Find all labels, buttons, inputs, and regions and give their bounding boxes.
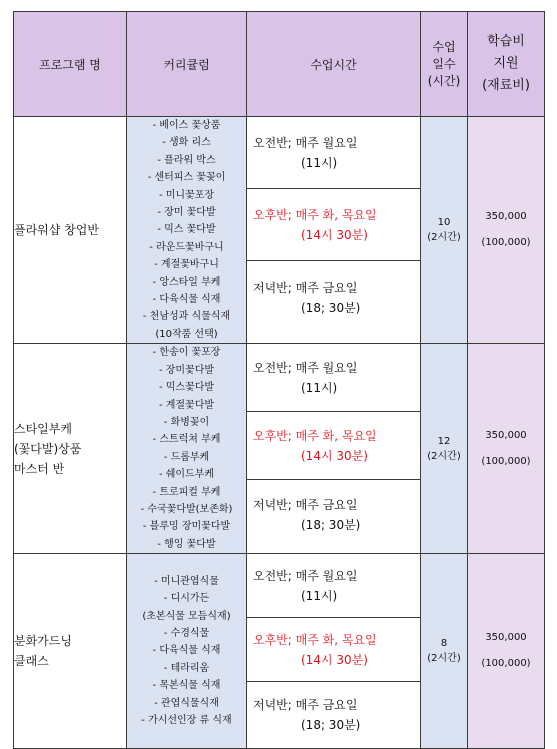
class-times [247,117,421,344]
curriculum-item: - 수경식물 [163,628,210,640]
class-slot-time: (14시 30분) [301,227,368,242]
fee [468,117,545,344]
class-slot-schedule: 오후반; 매주 화, 목요일 [253,428,377,443]
header-fee [468,12,545,117]
curriculum-item: (초본식물 모듬식재) [142,610,231,622]
class-slot-time: (11시) [301,380,338,395]
program-name-line: 플라워샵 창업반 [14,223,99,238]
header-days-line: (시간) [427,73,461,88]
program-name-line: 분화가드닝 [14,634,72,649]
curriculum-item: - 앙스타일 부케 [152,276,221,288]
fee-amount: 350,000 [485,211,527,223]
header-days-line: 수업 [432,39,456,54]
class-days [421,344,468,554]
fee [468,344,545,554]
class-slot-schedule: 저녁반; 매주 금요일 [253,698,358,713]
fee-amount: 350,000 [485,429,527,441]
curriculum-item: - 다육식물 식재 [152,294,221,306]
program-row [14,554,545,749]
curriculum-item: - 목본식물 식재 [152,680,221,692]
curriculum-list [127,117,247,344]
class-slot [247,189,420,261]
class-slot-time: (18; 30분) [301,718,361,733]
class-slot-schedule: 오후반; 매주 화, 목요일 [253,632,377,647]
program-row [14,117,545,344]
fee [468,554,545,749]
class-slot [247,618,420,682]
material-fee: (100,000) [481,237,531,249]
class-days [421,117,468,344]
curriculum-item: - 다육식물 식재 [152,645,221,657]
program-name-line: 클래스 [14,654,49,669]
program-name-line: 마스터 반 [14,461,65,476]
header-class-time: 수업시간 [247,12,421,117]
class-days-hours: (2시간) [427,653,461,665]
class-slot [247,261,420,335]
program-name [14,344,127,554]
curriculum-item: - 계절꽃다발 [158,399,215,411]
program-table [13,11,545,749]
curriculum-item: - 장미 꽃다발 [157,207,216,219]
class-slot-time: (11시) [301,588,338,603]
curriculum-item: - 미니관엽식물 [154,575,219,587]
curriculum-item: - 생화 리스 [162,137,211,149]
curriculum-item: - 디시가든 [163,593,210,605]
class-days-hours: (2시간) [427,232,461,244]
material-fee: (100,000) [481,455,531,467]
curriculum-item: - 화병꽂이 [163,416,210,428]
class-days-hours: (2시간) [427,450,461,462]
program-name [14,117,127,344]
fee-amount: 350,000 [485,632,527,644]
class-times [247,554,421,749]
header-program-name: 프로그램 명 [14,12,127,117]
class-days-count: 12 [437,435,451,447]
curriculum-item: - 스트럭쳐 부케 [152,434,221,446]
class-slot [247,480,420,550]
curriculum-item: - 미니꽃포장 [158,189,215,201]
header-fee-line: (재료비) [482,78,530,93]
curriculum-item: (10작품 선택) [155,328,218,340]
curriculum-item: - 블루밍 장미꽃다발 [142,521,231,533]
curriculum-item: - 행잉 꽃다발 [157,538,216,550]
curriculum-item: - 트로피컬 부케 [152,486,221,498]
class-days-count: 10 [437,217,451,229]
program-name [14,554,127,749]
header-curriculum: 커리큘럼 [127,12,247,117]
curriculum-item: - 천남성과 식물식재 [142,311,231,323]
class-slot [247,117,420,189]
curriculum-item: - 믹스 꽃다발 [157,224,216,236]
header-fee-line: 학습비 [487,34,525,49]
class-slot-schedule: 저녁반; 매주 금요일 [253,281,358,295]
class-slot-schedule: 오전반; 매주 월요일 [253,360,358,375]
class-days [421,554,468,749]
curriculum-item: - 쉐이드부케 [158,469,215,481]
curriculum-item: - 장미꽃다발 [158,364,215,376]
curriculum-item: - 베이스 꽃상품 [152,120,221,131]
class-times [247,344,421,554]
class-slot-time: (14시 30분) [301,448,368,463]
class-slot [247,344,420,412]
header-row [14,12,545,117]
curriculum-item: - 관엽식물식재 [154,697,219,709]
class-slot-schedule: 저녁반; 매주 금요일 [253,498,358,513]
program-row [14,344,545,554]
curriculum-item: - 드롭부케 [163,451,210,463]
class-days-count: 8 [440,638,448,650]
class-slot-schedule: 오후반; 매주 화, 목요일 [253,207,377,222]
class-slot [247,554,420,618]
class-slot [247,682,420,748]
curriculum-item: - 센터피스 꽃꽂이 [147,172,226,184]
material-fee: (100,000) [481,658,531,670]
class-slot-schedule: 오전반; 매주 월요일 [253,135,358,150]
program-name-line: 스타일부케 [14,421,72,436]
class-slot [247,412,420,480]
header-days-line: 일수 [432,56,456,71]
header-days [421,12,468,117]
program-name-line: (꽃다발)상품 [14,441,82,456]
class-slot-time: (14시 30분) [301,652,368,667]
header-fee-line: 지원 [493,56,519,71]
curriculum-list [127,344,247,554]
curriculum-item: - 가시선인장 류 식재 [141,715,232,727]
curriculum-item: - 믹스꽃다발 [158,382,215,394]
curriculum-item: - 한송이 꽃포장 [152,347,221,359]
curriculum-list [127,554,247,749]
class-slot-time: (18; 30분) [301,518,361,533]
curriculum-item: - 수국꽃다발(보존화) [140,503,233,515]
class-slot-time: (18; 30분) [301,301,361,315]
class-slot-time: (11시) [301,155,338,170]
curriculum-item: - 라운드꽃바구니 [149,241,224,253]
curriculum-item: - 플라워 박스 [157,154,216,166]
curriculum-item: - 테라리움 [163,662,210,674]
class-slot-schedule: 오전반; 매주 월요일 [253,568,358,583]
curriculum-item: - 계절꽃바구니 [154,259,219,271]
